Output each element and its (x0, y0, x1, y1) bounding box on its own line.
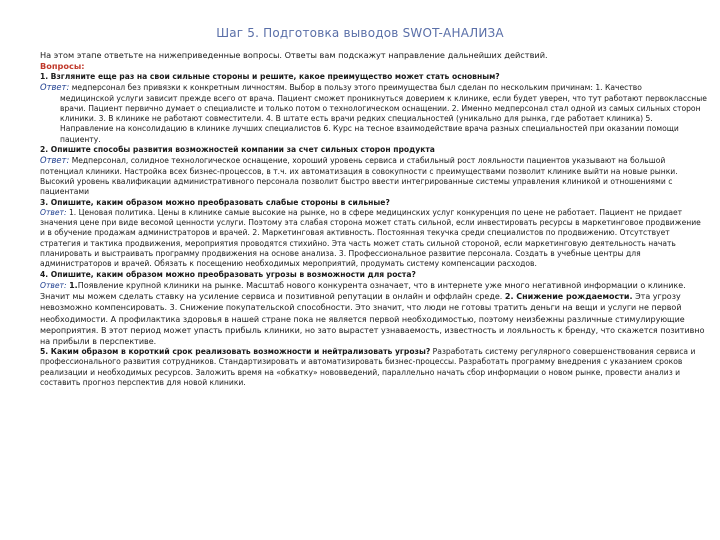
answer-1 (40, 82, 708, 93)
document-body (40, 50, 708, 388)
answer-4-bullet-2: 2. Снижение рождаемости. (504, 292, 633, 302)
answer-4-point-3: Эта угрозу невозможно компенсировать. 3. Снижение покупательской способности. Это значит, что люди не готовы тратить деньги на вещи и услуги не первой необходимости. А профилактика здоровья в нашей стране пока не является первой необходимостью, поэтому неизбежны различные стимулирующие мероприятия. В этот период может упасть прибыль клиники, но зато вырастет узнаваемость, известность и лояльность к бренду, что скажется позитивно (40, 292, 705, 335)
questions-label: Вопросы: (40, 61, 85, 71)
question-1-number: 1. (40, 72, 49, 81)
question-1-text: Взгляните еще раз на свои сильные стороны и решите, какое преимущество может стать основным? (50, 72, 500, 81)
answer-4-end: на прибыли в перспективе. (40, 336, 157, 346)
question-5 (40, 347, 708, 388)
answer-5-text: Разработать систему регулярного совершенствования сервиса и профессионального развития сотрудников. Стандартизировать и автоматизировать бизнес-процессы. Разработать программу внедрения с указанием сроков реализации и необходимых ресурсов. Заложить время на «обкатку» нововведений, параллельно начать сбор информации о новом рынке, провести анализ и составить прогноз перспектив для новой клиники. (40, 347, 696, 388)
answer-2-label: Ответ: (40, 155, 70, 166)
answer-4-point-1: Появление крупной клиники на рынке. (77, 280, 244, 290)
slide-title: Шаг 5. Подготовка выводов SWOT-АНАЛИЗА (216, 26, 504, 40)
answer-2-text: Медперсонал, солидное технологическое оснащение, хороший уровень сервиса и стабильный рост лояльности пациентов указывают на большой потенциал клиники. Настройка всех бизнес-процессов, в т.ч. их автоматизация в совокупности с преимуществами позволит клинике выйти на новые рынки. Высокий уровень квалификации административного персонала позволит быстро ввести интегрированные системы управления клиникой и отношениями с пациентами (40, 156, 678, 197)
question-3: 3. Опишите, каким образом можно преобразовать слабые стороны в сильные? (40, 197, 390, 207)
answer-1-rest: медицинской услуги зависит прежде всего от врача. Пациент сможет проникнуться доверием к клинике, если будет уверен, что тут работают первоклассные врачи. Пациент первично думает о специалисте и только потом о технологическом оснащении. 2. Именно медперсонал стал одной из самых сильных сторон клиники. 3. В клинике не работают совместители. 4. В штате есть врачи редких специальностей (уникально для рынка, где работает клиника) 5. Направление на консолидацию в клинике лучших специалистов 6. Курс на тесное взаимодействие врача разных специальностей при оказании помощи пациенту. (60, 93, 707, 144)
answer-4-label: Ответ: (40, 280, 67, 290)
answer-3 (40, 208, 708, 270)
answer-4-bullet-1: 1. (69, 280, 78, 290)
question-1 (40, 72, 708, 82)
answer-3-label: Ответ: (40, 207, 67, 217)
answer-2 (40, 155, 708, 197)
question-5-text: 5. Каким образом в короткий срок реализовать возможности и нейтрализовать угрозы? (40, 347, 431, 357)
intro-text: На этом этапе ответьте на нижеприведенные вопросы. Ответы вам подскажут направление дальнейших действий. (40, 50, 548, 60)
answer-4-point-2: Масштаб нового конкурента означает, что в интернете уже много негативной информации о клинике. Значит мы можем сделать ставку на усиление сервиса и позитивной репутации в онлайн и оффлайн среде. (40, 280, 686, 302)
answer-4 (40, 280, 708, 336)
question-2: 2. Опишите способы развития возможностей компании за счет сильных сторон продукта (40, 145, 435, 155)
question-4: 4. Опишите, каким образом можно преобразовать угрозы в возможности для роста? (40, 269, 416, 279)
answer-1-label: Ответ: (40, 82, 70, 93)
answer-1-lead: медперсонал без привязки к конкретным личностям. Выбор в пользу этого преимущества был сделан по нескольким причинам: 1. Качество (71, 83, 642, 93)
answer-3-text: 1. Ценовая политика. Цены в клинике самые высокие на рынке, но в сфере медицинских услуг конкуренция по цене не работает. Пациент не придает значения цене при виде весомой ценности услуги. Поэтому эта слабая сторона может стать сильной, если инвестировать ресурсы в маркетинговое продвижение и в обучение продажам администраторов и врачей. 2. Маркетинговая активность. Постоянная текучка среди специалистов по продвижению. Отсутствует стратегия и тактика продвижения, мероприятия проводятся стихийно. Эта часть может стать сильной стороной, если маркетинговую деятельность начать планировать и выстраивать программу продвижения на основе анализа. 3. Профессиональное развитие персонала. Создать в учебные центры для администраторов и врачей. Обязать к посещению необходимых мероприятий, продумать систему компенсации расходов. (40, 207, 701, 269)
